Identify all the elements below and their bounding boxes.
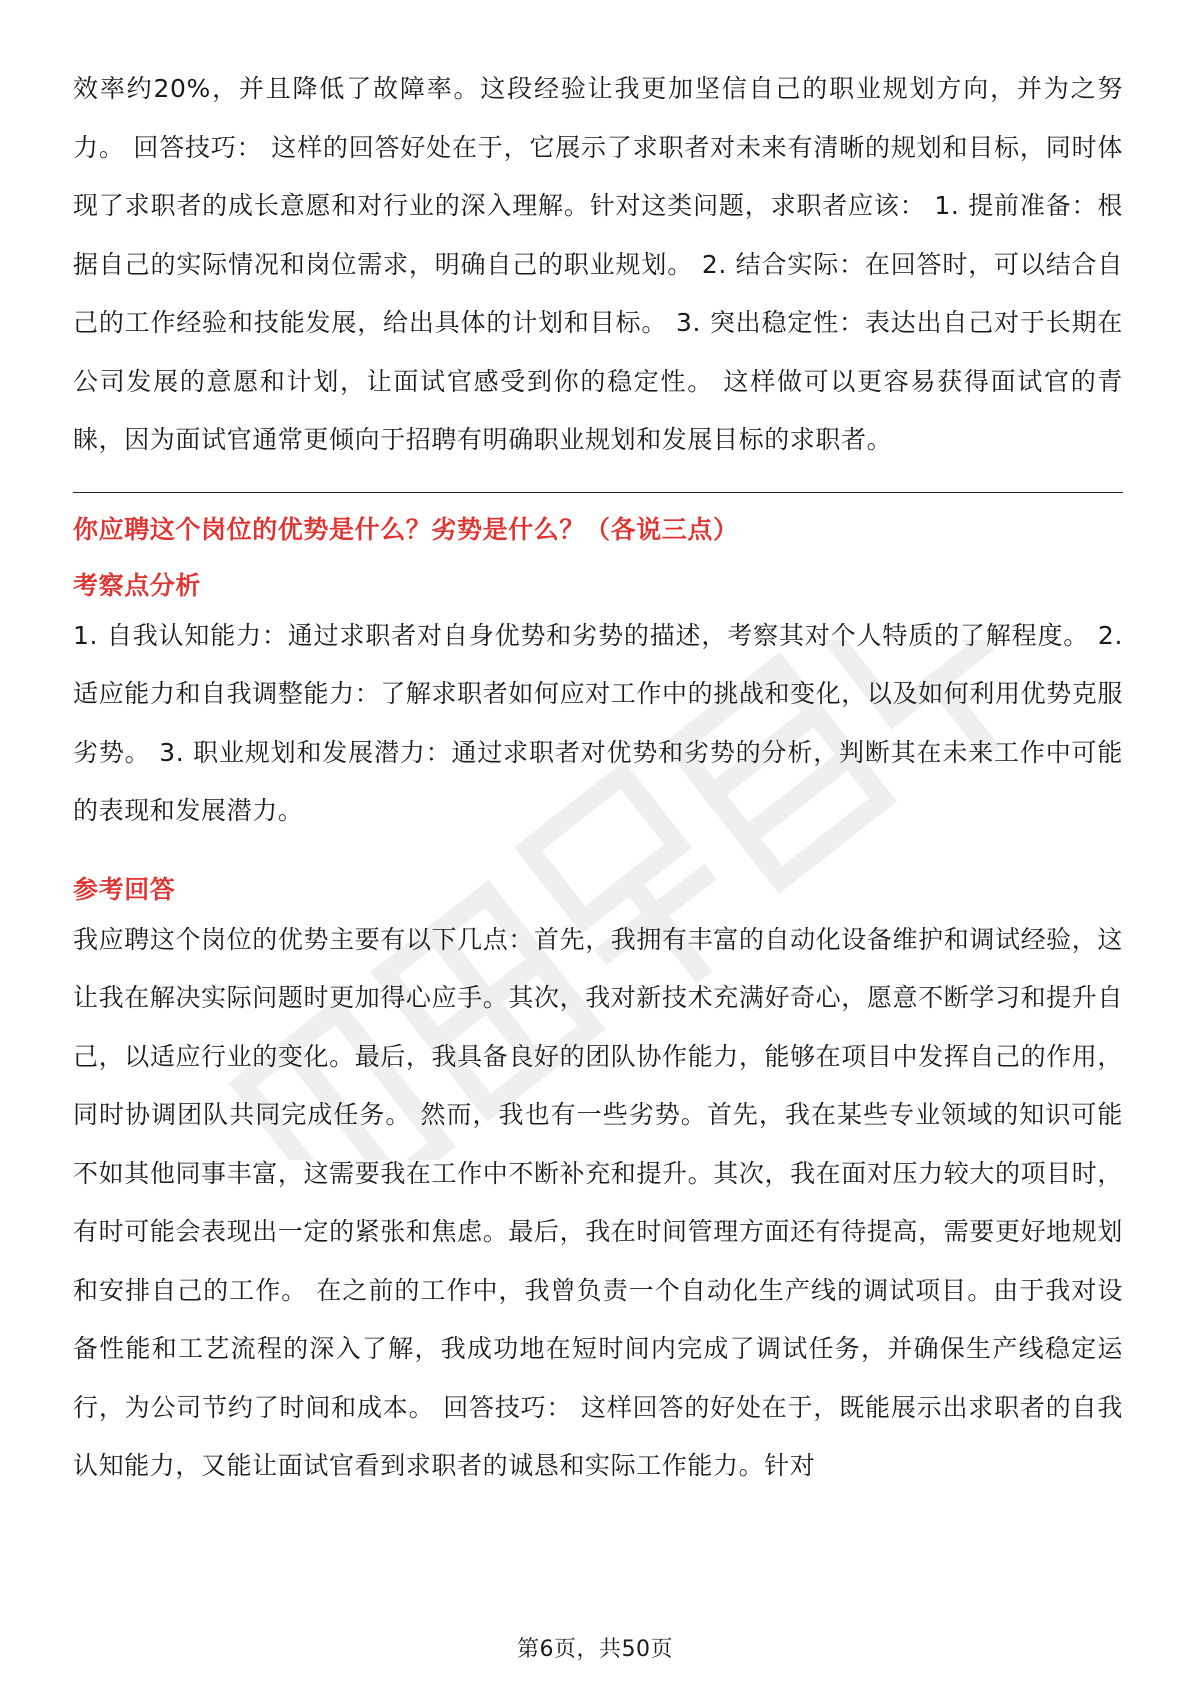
analysis-paragraph: 1. 自我认知能力：通过求职者对自身优势和劣势的描述，考察其对个人特质的了解程度。 2. 适应能力和自我调整能力：了解求职者如何应对工作中的挑战和变化，以及如何利用优势克服劣势。 3. 职业规划和发展潜力：通过求职者对优势和劣势的分析，判断其在未来工作中可能的表现和发展潜力。 (73, 620, 1123, 825)
section-divider (73, 492, 1123, 493)
question-heading: 你应聘这个岗位的优势是什么？劣势是什么？（各说三点） (73, 514, 739, 544)
reference-answer-paragraph: 我应聘这个岗位的优势主要有以下几点：首先，我拥有丰富的自动化设备维护和调试经验，这让我在解决实际问题时更加得心应手。其次，我对新技术充满好奇心，愿意不断学习和提升自己，以适应行业的变化。最后，我具备良好的团队协作能力，能够在项目中发挥自己的作用，同时协调团队共同完成任务。 然而，我也有一些劣势。首先，我在某些专业领域的知识可能不如其他同事丰富，这需要我在工作中不断补充和提升。其次，我在面对压力较大的项目时，有时可能会表现出一定的紧张和焦虑。最后，我在时间管理方面还有待提高，需要更好地规划和安排自己的工作。 在之前的工作中，我曾负责一个自动化生产线的调试项目。由于我对设备性能和工艺流程的深入了解，我成功地在短时间内完成了调试任务，并确保生产线稳定运行，为公司节约了时间和成本。 回答技巧： 这样回答的好处在于，既能展示出求职者的自我认知能力，又能让面试官看到求职者的诚恳和实际工作能力。针对 (73, 924, 1123, 1480)
reference-answer-heading: 参考回答 (73, 874, 176, 904)
answer-continued-paragraph: 效率约20%，并且降低了故障率。这段经验让我更加坚信自己的职业规划方向，并为之努力。 回答技巧： 这样的回答好处在于，它展示了求职者对未来有清晰的规划和目标，同时体现了求职者的成长意愿和对行业的深入理解。针对这类问题，求职者应该： 1. 提前准备：根据自己的实际情况和岗位需求，明确自己的职业规划。 2. 结合实际：在回答时，可以结合自己的工作经验和技能发展，给出具体的计划和目标。 3. 突出稳定性：表达出自己对于长期在公司发展的意愿和计划，让面试官感受到你的稳定性。 这样做可以更容易获得面试官的青睐，因为面试官通常更倾向于招聘有明确职业规划和发展目标的求职者。 (73, 74, 1123, 454)
analysis-heading: 考察点分析 (73, 570, 202, 600)
page-content (73, 60, 1123, 1496)
page-indicator: 第6页，共50页 (517, 1637, 673, 1662)
